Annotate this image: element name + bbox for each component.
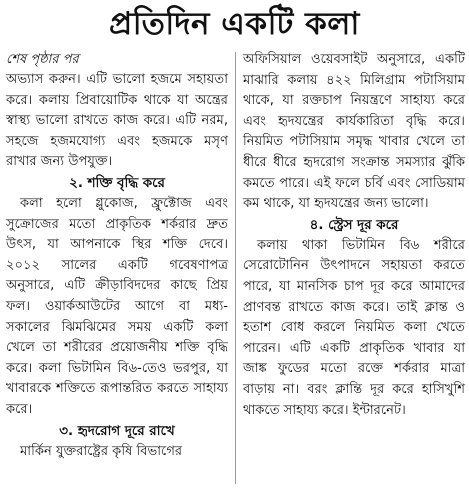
continued-label: শেষ পৃষ্ঠার পর	[6, 52, 79, 67]
left-paragraph-3: মার্কিন যুক্তরাষ্ট্রের কৃষি বিভাগের	[20, 443, 183, 459]
article-headline: প্রতিদিন একটি কলা	[109, 6, 360, 42]
left-paragraph-2: কলা হলো গ্লুকোজ, ফ্রুক্টোজ এবং সুক্রোজের মতো প্রাকৃতিক শর্করার দ্রুত উৎস, যা আপনাকে স্থির শক্তি দেবে। ২০১২ সালের একটি গবেষণাপত্র অনুসারে, এটি ক্রীড়াবিদদের কাছে প্রিয় ফল। ওয়ার্কআউটের আগে বা মধ্য-সকালের ঝিমঝিমের সময় একটি কলা খেলে তা শরীরের প্রয়োজনীয় শক্তি বৃদ্ধি করে। কলা ভিটামিন বি৬-তেও ভরপুর, যা খাবারকে শক্তিতে রূপান্তরিত করতে সাহায্য করে।	[6, 195, 228, 417]
left-column	[6, 50, 228, 462]
subheading-stress: ৪. স্ট্রেস দূর করে	[309, 217, 399, 233]
subheading-heart: ৩. হৃদরোগ দূরে রাখে	[59, 423, 175, 439]
right-paragraph-1: অফিসিয়াল ওয়েবসাইট অনুসারে, একটি মাঝারি কলায় ৪২২ মিলিগ্রাম পটাসিয়াম থাকে, যা রক্তচাপ নিয়ন্ত্রণে সাহায্য করে এবং হৃদযন্ত্রের কার্যকারিতা বৃদ্ধি করে। নিয়মিত পটাসিয়াম সমৃদ্ধ খাবার খেলে তা ধীরে ধীরে হৃদরোগ সংক্রান্ত সমস্যার ঝুঁকি কমতে পারে। এই ফলে চর্বি এবং সোডিয়াম কম থাকে, যা হৃদযন্ত্রের জন্য ভালো।	[243, 52, 465, 212]
column-divider	[235, 52, 236, 484]
left-paragraph-1: অভ্যাস করুন। এটি ভালো হজমে সহায়তা করে। কলায় প্রিবায়োটিক থাকে যা অন্ত্রের স্বাস্থ্য ভালো রাখতে কাজ করে। এটি নরম, সহজে হজমযোগ্য এবং হজমকে মসৃণ রাখার জন্য উপযুক্ত।	[6, 72, 228, 170]
right-paragraph-2: কলায় থাকা ভিটামিন বি৬ শরীরে সেরোটোনিন উৎপাদনে সহায়তা করতে পারে, যা মানসিক চাপ দূর করে আমাদের প্রাণবন্ত রাখতে কাজ করে। তাই ক্লান্ত ও হতাশ বোধ করলে নিয়মিত কলা খেতে পারেন। এটি একটি প্রাকৃতিক খাবার যা জাঙ্ক ফুডের মতো রক্তে শর্করার মাত্রা বাড়ায় না। বরং ক্লান্তি দূর করে হাসিখুশি থাকতে সাহায্য করে। ইন্টারনেট।	[243, 237, 465, 418]
subheading-energy: ২. শক্তি বৃদ্ধি করে	[69, 175, 165, 191]
right-column	[243, 50, 465, 421]
